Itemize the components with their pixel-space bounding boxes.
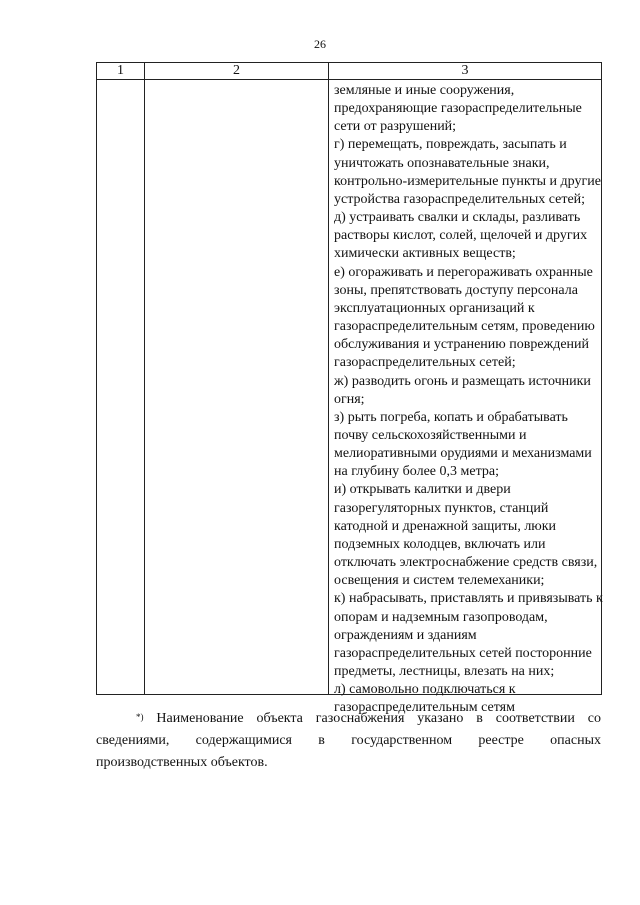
footnote-line-3: производственных объектов. — [96, 755, 268, 770]
text-line: предохраняющие газораспределительные — [334, 101, 582, 117]
table-cell-col3 — [329, 80, 603, 716]
text-line: подземных колодцев, включать или — [334, 536, 546, 552]
requirements-table — [96, 62, 603, 716]
text-line: з) рыть погреба, копать и обрабатывать — [334, 409, 568, 425]
text-line: контрольно-измерительные пункты и другие — [334, 173, 601, 189]
text-line: растворы кислот, солей, щелочей и других — [334, 228, 588, 244]
text-line: сети от разрушений; — [334, 119, 457, 135]
footnote-line-1 — [96, 708, 601, 730]
text-line: освещения и систем телемеханики; — [334, 573, 545, 589]
text-line: г) перемещать, повреждать, засыпать и — [334, 137, 567, 153]
text-line: л) самовольно подключаться к — [334, 682, 516, 698]
footnote-marker: *) — [136, 712, 144, 722]
column-header-2: 2 — [145, 63, 329, 80]
text-line: мелиоративными орудиями и механизмами — [334, 446, 592, 462]
text-line: катодной и дренажной защиты, люки — [334, 518, 557, 534]
footnote-text-1: Наименование объекта газоснабжения указано в соответствии со — [156, 711, 601, 726]
text-line: и) открывать калитки и двери — [334, 482, 511, 498]
text-line: газораспределительных сетей посторонние — [334, 645, 592, 661]
text-line: земляные и иные сооружения, — [334, 83, 515, 98]
text-line: почву сельскохозяйственными и — [334, 427, 527, 443]
text-line: к) набрасывать, приставлять и привязывать к — [334, 591, 603, 607]
column-header-3: 3 — [329, 63, 602, 80]
text-line: отключать электроснабжение средств связи, — [334, 555, 598, 571]
text-line: на глубину более 0,3 метра; — [334, 464, 499, 480]
text-line: д) устраивать свалки и склады, разливать — [334, 210, 581, 226]
text-line: химически активных веществ; — [334, 246, 516, 262]
page-number: 26 — [314, 37, 326, 51]
text-line: газорегуляторных пунктов, станций — [334, 500, 549, 516]
text-line: эксплуатационных организаций к — [334, 300, 535, 316]
text-line: газораспределительных сетей; — [334, 355, 516, 371]
footnote-line-2: сведениями, содержащимися в государственном реестре опасных — [96, 733, 601, 748]
text-line: устройства газораспределительных сетей; — [334, 191, 586, 207]
text-line: газораспределительным сетям — [334, 700, 515, 716]
text-line: ограждениям и зданиям — [334, 627, 477, 643]
text-line: обслуживания и устранению повреждений — [334, 337, 590, 353]
table-cell-col1 — [97, 80, 145, 695]
text-line: зоны, препятствовать доступу персонала — [334, 282, 578, 298]
text-line: ж) разводить огонь и размещать источники — [334, 373, 591, 389]
text-line: предметы, лестницы, влезать на них; — [334, 664, 555, 679]
restrictions-text — [329, 80, 603, 716]
text-line: уничтожать опознавательные знаки, — [334, 155, 550, 171]
table-header-row — [97, 63, 602, 80]
column-header-1: 1 — [97, 63, 145, 80]
table-cell-col2 — [145, 80, 329, 695]
text-line: опорам и надземным газопроводам, — [334, 609, 548, 625]
text-line: е) огораживать и перегораживать охранные — [334, 264, 593, 280]
table-row — [97, 80, 602, 695]
footnote — [96, 708, 601, 774]
text-line: газораспределительным сетям, проведению — [334, 319, 595, 335]
text-line: огня; — [334, 391, 365, 407]
